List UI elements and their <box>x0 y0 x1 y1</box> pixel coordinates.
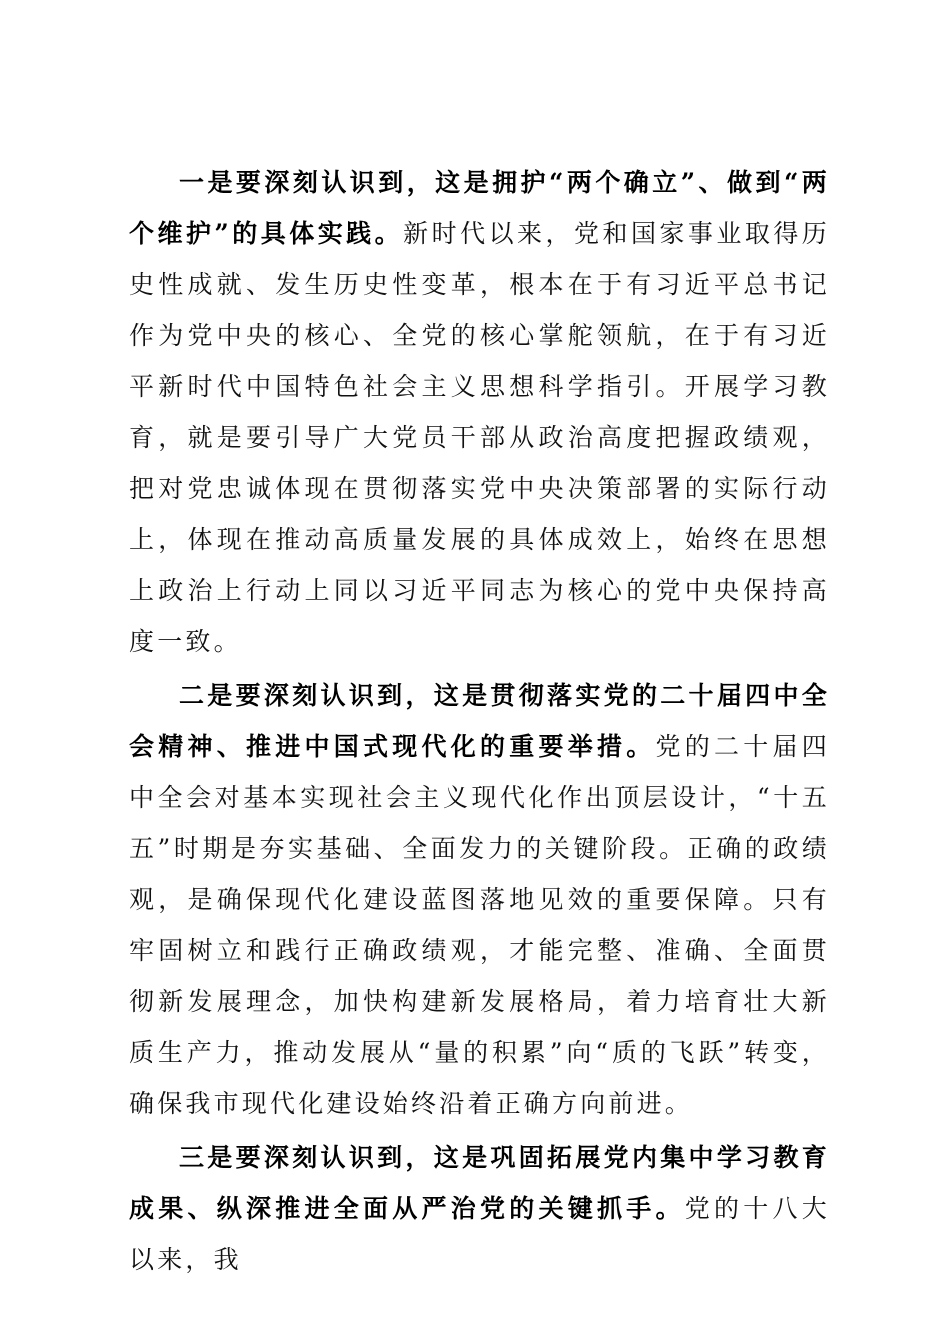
paragraph-two <box>129 670 830 1129</box>
paragraph-one-body: 新时代以来，党和国家事业取得历史性成就、发生历史性变革，根本在于有习近平总书记作为党中央的核心、全党的核心掌舵领航，在于有习近平新时代中国特色社会主义思想科学指引。开展学习教育，就是要引导广大党员干部从政治高度把握政绩观，把对党忠诚体现在贯彻落实党中央决策部署的实际行动上，体现在推动高质量发展的具体成效上，始终在思想上政治上行动上同以习近平同志为核心的党中央保持高度一致。 <box>129 219 830 656</box>
paragraph-one-lead: 一是要深刻认识到，这是拥护“两个确立”、做到“两个维护”的具体实践。 <box>129 168 830 248</box>
document-body <box>129 157 830 1288</box>
paragraph-one <box>129 157 830 667</box>
paragraph-two-lead: 二是要深刻认识到，这是贯彻落实党的二十届四中全会精神、推进中国式现代化的重要举措。 <box>129 681 830 761</box>
paragraph-two-body: 党的二十届四中全会对基本实现社会主义现代化作出顶层设计，“十五五”时期是夯实基础、全面发力的关键阶段。正确的政绩观，是确保现代化建设蓝图落地见效的重要保障。只有牢固树立和践行正确政绩观，才能完整、准确、全面贯彻新发展理念，加快构建新发展格局，着力培育壮大新质生产力，推动发展从“量的积累”向“质的飞跃”转变，确保我市现代化建设始终沿着正确方向前进。 <box>129 732 830 1118</box>
paragraph-three-lead: 三是要深刻认识到，这是巩固拓展党内集中学习教育成果、纵深推进全面从严治党的关键抓手。 <box>129 1143 830 1223</box>
paragraph-three-body: 党的十八大以来，我 <box>129 1194 830 1274</box>
paragraph-three <box>129 1132 830 1285</box>
